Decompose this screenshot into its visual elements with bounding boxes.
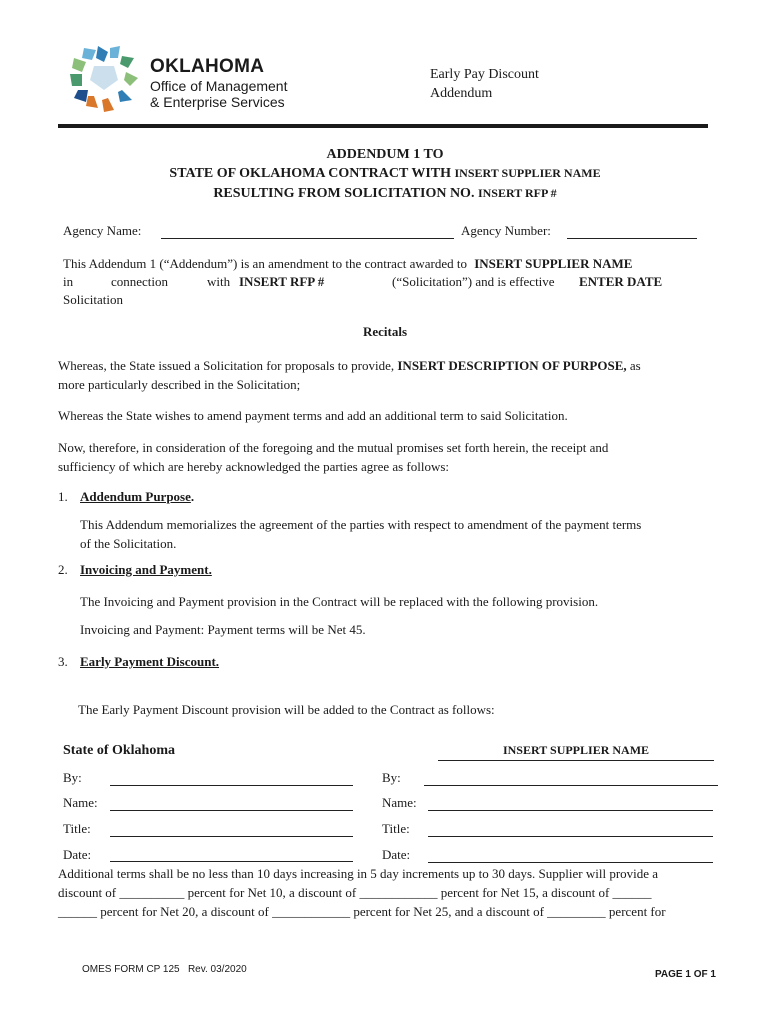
form-title-line2: Addendum [430,86,493,101]
intro-with: with [207,274,231,289]
section-2-body-b: Invoicing and Payment: Payment terms will be Net 45. [80,622,366,637]
sig-right-by-label: By: [382,770,401,785]
section-1-num: 1. [58,489,68,504]
agency-name-field[interactable] [161,238,454,239]
sig-left-date-field[interactable] [110,861,353,862]
intro-effective: (“Solicitation”) and is effective [392,274,555,289]
form-title-line1: Early Pay Discount [430,67,539,82]
sig-right-date-label: Date: [382,847,411,862]
section-2-body-a: The Invoicing and Payment provision in the Contract will be replaced with the following provision. [80,594,599,609]
logo-brand: OKLAHOMA [150,56,265,77]
discount-line1: Additional terms shall be no less than 10 days increasing in 5 day increments up to 30 days. Supplier will provide a [58,866,659,881]
heading-line2 [0,166,770,182]
section-3-title: Early Payment Discount. [80,654,220,669]
section-3-body: The Early Payment Discount provision will be added to the Contract as follows: [78,702,495,717]
heading-supplier: INSERT SUPPLIER NAME [454,166,601,180]
discount-line2: discount of __________ percent for Net 10, a discount of ____________ percent for Net 15, a discount of ______ [58,885,652,900]
recital-3 [58,438,608,476]
oklahoma-star-logo-icon [68,44,140,116]
sig-right-name-field[interactable] [428,810,713,811]
sig-left-title-label: Title: [63,821,91,836]
sig-right-title-field[interactable] [428,836,713,837]
sig-right-title-rule [438,760,714,761]
heading-line3-a: RESULTING FROM SOLICITATION NO. [213,186,475,201]
sig-right-name-label: Name: [382,795,417,810]
sig-right-title: INSERT SUPPLIER NAME [502,743,650,757]
section-1-body [80,515,641,553]
sig-left-name-field[interactable] [110,810,353,811]
footer-form-number: OMES FORM CP 125 Rev. 03/2020 [82,964,247,975]
recital-2: Whereas the State wishes to amend payment terms and add an additional term to said Solicitation. [58,408,568,423]
intro-date: ENTER DATE [579,274,663,289]
intro-text-a: This Addendum 1 (“Addendum”) is an amendment to the contract awarded to [63,256,467,271]
sig-right-by-field[interactable] [424,785,718,786]
recital-1-c: as [629,358,641,373]
agency-number-label: Agency Number: [461,223,551,238]
sig-left-by-field[interactable] [110,785,353,786]
recital-1 [58,356,718,394]
sig-right-date-field[interactable] [428,862,713,863]
heading-line3 [0,186,770,202]
section-2-num: 2. [58,562,68,577]
sig-left-by-label: By: [63,770,82,785]
recital-1-purpose: INSERT DESCRIPTION OF PURPOSE, [397,358,627,373]
header-rule [58,124,708,128]
section-2-title: Invoicing and Payment. [80,562,212,577]
section-3-num: 3. [58,654,68,669]
intro-rfp: INSERT RFP # [239,274,325,289]
recital-1-a: Whereas, the State issued a Solicitation for proposals to provide, [58,358,395,373]
recital-3-b: sufficiency of which are hereby acknowledged the parties agree as follows: [58,459,450,474]
intro-solicitation: Solicitation [63,292,123,307]
agency-number-field[interactable] [567,238,697,239]
section-1-title-suffix: . [190,489,195,504]
logo-line1: Office of Management [150,78,288,94]
heading-line1: ADDENDUM 1 TO [326,147,444,162]
heading-line2-a: STATE OF OKLAHOMA CONTRACT WITH [169,166,452,181]
section-1-body-b: of the Solicitation. [80,536,177,551]
logo-line2: & Enterprise Services [150,94,285,110]
form-title [430,65,539,103]
agency-name-label: Agency Name: [63,223,142,238]
omes-logo [68,44,328,120]
sig-right-title-label: Title: [382,821,410,836]
intro-line1 [63,254,632,273]
recitals-heading: Recitals [362,324,408,339]
sig-left-date-label: Date: [63,847,92,862]
footer-page-number: PAGE 1 OF 1 [655,969,716,980]
discount-line3: ______ percent for Net 20, a discount of ____________ percent for Net 25, and a discount of _________ percent for [58,904,666,919]
sig-left-title-field[interactable] [110,836,353,837]
section-1-title-text: Addendum Purpose [80,489,191,504]
section-1-body-a: This Addendum memorializes the agreement of the parties with respect to amendment of the payment terms [80,517,642,532]
discount-terms [58,864,666,921]
recital-3-a: Now, therefore, in consideration of the foregoing and the mutual promises set forth herein, the receipt and [58,440,609,455]
sig-left-title: State of Oklahoma [63,743,175,758]
intro-in: in [63,274,74,289]
sig-left-name-label: Name: [63,795,98,810]
intro-supplier: INSERT SUPPLIER NAME [474,256,633,271]
heading-rfp: INSERT RFP # [477,186,557,200]
section-1-title [80,489,194,505]
recital-1-d: more particularly described in the Solicitation; [58,377,301,392]
intro-connection: connection [111,274,169,289]
recital-1-line1 [58,356,718,375]
